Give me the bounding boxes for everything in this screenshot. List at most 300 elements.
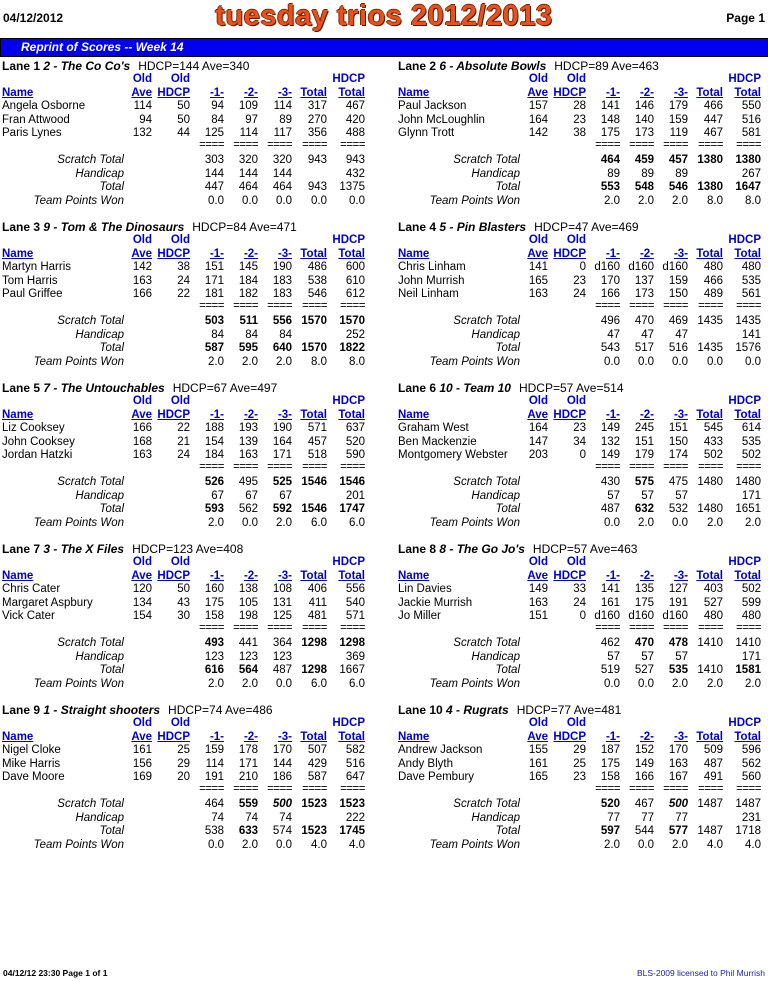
handicap-value: 74 bbox=[211, 811, 224, 824]
player-score: 163 bbox=[238, 449, 258, 461]
handicap-value: 77 bbox=[607, 811, 620, 824]
total-value: 527 bbox=[634, 664, 654, 676]
player-score: 171 bbox=[272, 449, 292, 461]
lane-title bbox=[398, 59, 659, 73]
scratch-label: Scratch Total bbox=[453, 476, 520, 488]
player-score: d160 bbox=[594, 610, 620, 622]
total-value: 1718 bbox=[735, 825, 761, 837]
player-name: Dave Moore bbox=[2, 771, 65, 783]
scratch-value: 1410 bbox=[697, 637, 723, 649]
player-score: 117 bbox=[273, 127, 292, 139]
player-score: 203 bbox=[528, 449, 548, 461]
handicap-row bbox=[398, 651, 768, 664]
player-name: Graham West bbox=[398, 422, 469, 434]
total-value: 592 bbox=[272, 503, 292, 515]
g1-header: -1- bbox=[605, 86, 620, 99]
player-score: 84 bbox=[211, 113, 224, 126]
ave-header: Ave bbox=[131, 408, 152, 421]
scratch-value: 943 bbox=[345, 154, 365, 166]
g2-header: -2- bbox=[639, 247, 654, 260]
player-score: 164 bbox=[272, 435, 292, 448]
team-name: 7 - The Untouchables bbox=[43, 381, 165, 395]
total-header: Total bbox=[696, 569, 723, 582]
old-hdcp-label: Old bbox=[566, 556, 586, 568]
old-hdcp-label: Old bbox=[566, 73, 586, 85]
total-value: 597 bbox=[600, 825, 620, 837]
old-ave-label: Old bbox=[132, 234, 152, 246]
old-hdcp-label: Old bbox=[566, 395, 586, 407]
hdcp-header: HDCP bbox=[553, 730, 586, 743]
player-name: Mike Harris bbox=[2, 757, 61, 770]
separator-row bbox=[398, 139, 768, 152]
handicap-row bbox=[2, 329, 382, 342]
player-score: 245 bbox=[634, 422, 654, 434]
player-score: 166 bbox=[132, 288, 152, 300]
points-value: 0.0 bbox=[672, 516, 688, 529]
player-score: 22 bbox=[177, 422, 190, 434]
player-name: John Murrish bbox=[398, 274, 465, 287]
old-ave-label: Old bbox=[528, 73, 548, 85]
handicap-value: 77 bbox=[641, 811, 654, 824]
player-score: 22 bbox=[177, 288, 190, 300]
separator: ==== bbox=[698, 299, 723, 312]
player-row bbox=[398, 583, 768, 596]
player-score: d160 bbox=[628, 261, 654, 273]
player-score: 433 bbox=[703, 435, 723, 448]
player-score: 179 bbox=[634, 449, 654, 461]
player-score: 114 bbox=[239, 127, 258, 139]
team-name: 5 - Pin Blasters bbox=[439, 220, 527, 234]
hdcp-total-top-label: HDCP bbox=[332, 717, 365, 729]
scratch-value: 526 bbox=[204, 476, 224, 488]
separator: ==== bbox=[233, 460, 258, 473]
player-score: 170 bbox=[668, 744, 688, 756]
total-value: 633 bbox=[238, 825, 258, 837]
player-score: 21 bbox=[177, 435, 190, 448]
player-score: 165 bbox=[528, 771, 548, 783]
total-value: 1546 bbox=[301, 503, 327, 515]
lane-number: Lane 6 bbox=[398, 381, 437, 395]
separator-row bbox=[2, 461, 382, 474]
player-score: 149 bbox=[600, 449, 620, 461]
total-value: 574 bbox=[272, 825, 292, 837]
player-score: 151 bbox=[528, 610, 548, 622]
handicap-row bbox=[398, 168, 768, 181]
scratch-label: Scratch Total bbox=[57, 154, 124, 166]
player-name: John McLoughlin bbox=[398, 113, 485, 126]
player-score: 480 bbox=[703, 261, 723, 273]
page-number: Page 1 bbox=[726, 11, 765, 25]
player-score: 502 bbox=[741, 449, 761, 461]
points-row bbox=[398, 356, 768, 369]
hdcp-total-top-label: HDCP bbox=[332, 234, 365, 246]
player-score: 151 bbox=[204, 261, 224, 273]
scratch-value: 525 bbox=[272, 476, 292, 488]
total-value: 564 bbox=[238, 664, 258, 676]
scratch-row bbox=[398, 476, 768, 489]
player-score: 183 bbox=[272, 288, 292, 300]
player-score: 152 bbox=[634, 744, 654, 756]
hdcp-total-top-label: HDCP bbox=[728, 73, 761, 85]
team-handicap-average: HDCP=57 Ave=463 bbox=[532, 542, 638, 556]
handicap-row bbox=[2, 651, 382, 664]
separator: ==== bbox=[302, 782, 327, 795]
player-score: 23 bbox=[573, 113, 586, 126]
hdcp-header: HDCP bbox=[553, 408, 586, 421]
handicap-value: 201 bbox=[345, 489, 365, 502]
total-row bbox=[2, 503, 382, 516]
old-ave-label: Old bbox=[132, 717, 152, 729]
total-value: 593 bbox=[204, 503, 224, 515]
player-score: 502 bbox=[741, 583, 761, 595]
lane-title bbox=[398, 542, 637, 556]
player-score: 94 bbox=[139, 113, 152, 126]
scratch-label: Scratch Total bbox=[453, 315, 520, 327]
player-score: 156 bbox=[132, 757, 152, 770]
player-score: 191 bbox=[204, 771, 224, 783]
name-header: Name bbox=[398, 730, 430, 743]
player-score: 487 bbox=[703, 757, 723, 770]
points-value: 0.0 bbox=[638, 355, 654, 368]
player-score: 159 bbox=[204, 744, 224, 756]
old-hdcp-label: Old bbox=[170, 73, 190, 85]
hdcpTotal-header: Total bbox=[338, 408, 365, 421]
player-score: 186 bbox=[272, 771, 292, 783]
total-value: 1651 bbox=[735, 503, 761, 515]
player-score: 163 bbox=[132, 274, 152, 287]
name-header: Name bbox=[398, 86, 430, 99]
player-score: 590 bbox=[345, 449, 365, 461]
scratch-value: 1523 bbox=[301, 798, 327, 810]
total-label: Total bbox=[99, 503, 124, 515]
points-value: 8.0 bbox=[349, 355, 365, 368]
player-score: 191 bbox=[668, 596, 688, 609]
team-name: 1 - Straight shooters bbox=[43, 703, 161, 717]
player-score: 581 bbox=[741, 127, 761, 139]
player-name: Lin Davies bbox=[398, 583, 452, 595]
ave-header: Ave bbox=[131, 247, 152, 260]
player-score: 184 bbox=[238, 274, 258, 287]
team-name: 6 - Absolute Bowls bbox=[439, 59, 547, 73]
scratch-value: 1480 bbox=[735, 476, 761, 488]
player-score: 466 bbox=[703, 274, 723, 287]
player-score: 562 bbox=[741, 757, 761, 770]
separator: ==== bbox=[199, 138, 224, 151]
total-label: Total bbox=[99, 342, 124, 354]
player-score: 132 bbox=[600, 435, 620, 448]
total-value: 577 bbox=[668, 825, 688, 837]
separator-row bbox=[2, 783, 382, 796]
scratch-value: 1487 bbox=[697, 798, 723, 810]
player-score: 24 bbox=[573, 596, 586, 609]
handicap-label: Handicap bbox=[75, 489, 124, 502]
name-header: Name bbox=[2, 730, 34, 743]
total-value: 1410 bbox=[697, 664, 723, 676]
player-score: 502 bbox=[703, 449, 723, 461]
player-score: 489 bbox=[703, 288, 723, 300]
separator: ==== bbox=[663, 782, 688, 795]
column-header-top bbox=[398, 717, 768, 730]
points-value: 6.0 bbox=[349, 677, 365, 690]
player-score: 97 bbox=[245, 113, 258, 126]
player-row bbox=[2, 597, 382, 610]
player-score: 190 bbox=[272, 422, 292, 434]
player-score: 164 bbox=[528, 113, 548, 126]
player-score: 38 bbox=[177, 261, 190, 273]
player-name: Angela Osborne bbox=[2, 100, 86, 112]
player-score: 356 bbox=[307, 127, 327, 139]
hdcpTotal-header: Total bbox=[338, 86, 365, 99]
handicap-value: 171 bbox=[741, 489, 761, 502]
total-value: 616 bbox=[204, 664, 224, 676]
handicap-label: Handicap bbox=[75, 650, 124, 663]
scratch-value: 556 bbox=[272, 315, 292, 327]
player-score: 0 bbox=[579, 449, 586, 461]
scratch-row bbox=[398, 798, 768, 811]
handicap-value: 57 bbox=[641, 650, 654, 663]
team-name: 9 - Tom & The Dinosaurs bbox=[43, 220, 185, 234]
points-label: Team Points Won bbox=[33, 355, 124, 368]
column-header-top bbox=[2, 717, 382, 730]
ave-header: Ave bbox=[527, 86, 548, 99]
player-name: Chris Linham bbox=[398, 261, 466, 273]
column-header-top bbox=[398, 73, 768, 86]
handicap-row bbox=[2, 812, 382, 825]
player-score: 20 bbox=[177, 771, 190, 783]
separator: ==== bbox=[340, 138, 365, 151]
handicap-value: 144 bbox=[204, 167, 224, 180]
points-label: Team Points Won bbox=[429, 355, 520, 368]
player-score: 23 bbox=[573, 771, 586, 783]
player-score: 406 bbox=[307, 583, 327, 595]
separator: ==== bbox=[267, 782, 292, 795]
name-header: Name bbox=[2, 86, 34, 99]
player-score: 166 bbox=[132, 422, 152, 434]
g1-header: -1- bbox=[605, 408, 620, 421]
total-value: 595 bbox=[238, 342, 258, 354]
scratch-row bbox=[2, 476, 382, 489]
handicap-row bbox=[398, 490, 768, 503]
player-score: 114 bbox=[273, 100, 292, 112]
player-score: 560 bbox=[741, 771, 761, 783]
total-value: 1747 bbox=[339, 503, 365, 515]
separator: ==== bbox=[629, 138, 654, 151]
points-value: 4.0 bbox=[349, 838, 365, 851]
player-score: 545 bbox=[703, 422, 723, 434]
points-value: 0.0 bbox=[276, 194, 292, 207]
g3-header: -3- bbox=[277, 86, 292, 99]
player-name: Montgomery Webster bbox=[398, 449, 508, 461]
total-value: 1380 bbox=[697, 181, 723, 193]
player-score: 149 bbox=[634, 757, 654, 770]
total-value: 548 bbox=[634, 181, 654, 193]
scratch-value: 475 bbox=[668, 476, 688, 488]
player-score: 481 bbox=[307, 610, 327, 622]
points-value: 0.0 bbox=[638, 838, 654, 851]
column-header bbox=[2, 409, 382, 422]
separator: ==== bbox=[629, 782, 654, 795]
total-value: 464 bbox=[272, 181, 292, 193]
scratch-value: 303 bbox=[204, 154, 224, 166]
column-header bbox=[2, 731, 382, 744]
points-value: 2.0 bbox=[672, 194, 688, 207]
g1-header: -1- bbox=[209, 247, 224, 260]
handicap-value: 144 bbox=[272, 167, 292, 180]
player-row bbox=[2, 436, 382, 449]
player-score: 491 bbox=[703, 771, 723, 783]
lane-number: Lane 3 bbox=[2, 220, 41, 234]
player-score: 183 bbox=[272, 274, 292, 287]
points-value: 2.0 bbox=[638, 516, 654, 529]
separator: ==== bbox=[736, 782, 761, 795]
points-value: 2.0 bbox=[707, 516, 723, 529]
column-header bbox=[2, 248, 382, 261]
handicap-value: 89 bbox=[641, 167, 654, 180]
player-name: Nigel Cloke bbox=[2, 744, 61, 756]
player-score: 210 bbox=[238, 771, 258, 783]
player-score: 411 bbox=[308, 596, 327, 609]
scratch-value: 464 bbox=[204, 798, 224, 810]
separator: ==== bbox=[595, 138, 620, 151]
scratch-value: 464 bbox=[600, 154, 620, 166]
team-handicap-average: HDCP=84 Ave=471 bbox=[192, 220, 297, 234]
old-ave-label: Old bbox=[132, 395, 152, 407]
handicap-value: 67 bbox=[211, 489, 224, 502]
g3-header: -3- bbox=[673, 408, 688, 421]
scratch-value: 1523 bbox=[339, 798, 365, 810]
g1-header: -1- bbox=[209, 86, 224, 99]
handicap-value: 57 bbox=[607, 489, 620, 502]
points-value: 6.0 bbox=[311, 516, 327, 529]
hdcp-total-top-label: HDCP bbox=[728, 234, 761, 246]
name-header: Name bbox=[2, 569, 34, 582]
total-value: 516 bbox=[668, 342, 688, 354]
player-row bbox=[398, 744, 768, 757]
old-ave-label: Old bbox=[528, 717, 548, 729]
handicap-value: 57 bbox=[607, 650, 620, 663]
points-value: 0.0 bbox=[604, 355, 620, 368]
lane-number: Lane 1 bbox=[2, 59, 41, 73]
player-score: 0 bbox=[579, 610, 586, 622]
points-value: 2.0 bbox=[276, 516, 292, 529]
old-ave-label: Old bbox=[528, 395, 548, 407]
player-row bbox=[398, 597, 768, 610]
player-score: 166 bbox=[600, 288, 620, 300]
g3-header: -3- bbox=[673, 86, 688, 99]
total-value: 1523 bbox=[301, 825, 327, 837]
scratch-value: 1546 bbox=[301, 476, 327, 488]
lane-number: Lane 10 bbox=[398, 703, 443, 717]
total-value: 517 bbox=[634, 342, 654, 354]
handicap-value: 89 bbox=[675, 167, 688, 180]
total-value: 1822 bbox=[339, 342, 365, 354]
total-value: 562 bbox=[238, 503, 258, 515]
g2-header: -2- bbox=[243, 730, 258, 743]
player-row bbox=[398, 261, 768, 274]
player-score: 29 bbox=[573, 744, 586, 756]
g1-header: -1- bbox=[605, 730, 620, 743]
hdcpTotal-header: Total bbox=[338, 247, 365, 260]
lane-number: Lane 8 bbox=[398, 542, 437, 556]
points-label: Team Points Won bbox=[429, 516, 520, 529]
scratch-value: 320 bbox=[238, 154, 258, 166]
separator: ==== bbox=[199, 460, 224, 473]
total-value: 1570 bbox=[301, 342, 327, 354]
g3-header: -3- bbox=[673, 730, 688, 743]
hdcp-header: HDCP bbox=[157, 730, 190, 743]
column-header-top bbox=[2, 395, 382, 408]
total-value: 632 bbox=[634, 503, 654, 515]
player-score: 169 bbox=[132, 771, 152, 783]
column-header bbox=[398, 409, 768, 422]
points-value: 2.0 bbox=[242, 838, 258, 851]
ave-header: Ave bbox=[131, 569, 152, 582]
player-score: 587 bbox=[307, 771, 327, 783]
team-handicap-average: HDCP=67 Ave=497 bbox=[172, 381, 278, 395]
total-value: 543 bbox=[600, 342, 620, 354]
player-score: 141 bbox=[528, 261, 548, 273]
player-score: 181 bbox=[204, 288, 224, 300]
ave-header: Ave bbox=[131, 86, 152, 99]
player-name: Andy Blyth bbox=[398, 757, 453, 770]
total-value: 640 bbox=[272, 342, 292, 354]
total-row bbox=[398, 181, 768, 194]
player-score: 161 bbox=[132, 744, 152, 756]
player-score: 535 bbox=[741, 435, 761, 448]
player-score: 610 bbox=[345, 274, 365, 287]
player-score: 50 bbox=[177, 113, 190, 126]
player-score: 159 bbox=[668, 274, 688, 287]
lane-title bbox=[2, 381, 277, 395]
player-score: 188 bbox=[204, 422, 224, 434]
scratch-value: 493 bbox=[204, 637, 224, 649]
player-score: 30 bbox=[177, 610, 190, 622]
total-value: 943 bbox=[307, 181, 327, 193]
handicap-label: Handicap bbox=[471, 489, 520, 502]
total-value: 544 bbox=[634, 825, 654, 837]
total-header: Total bbox=[300, 247, 327, 260]
lane-number: Lane 7 bbox=[2, 542, 41, 556]
points-value: 2.0 bbox=[672, 677, 688, 690]
points-value: 4.0 bbox=[707, 838, 723, 851]
total-label: Total bbox=[99, 664, 124, 676]
ave-header: Ave bbox=[527, 730, 548, 743]
handicap-value: 77 bbox=[675, 811, 688, 824]
handicap-value: 57 bbox=[675, 650, 688, 663]
player-score: 154 bbox=[132, 610, 152, 622]
player-score: 24 bbox=[573, 288, 586, 300]
player-score: 163 bbox=[668, 757, 688, 770]
g1-header: -1- bbox=[605, 247, 620, 260]
points-row bbox=[2, 839, 382, 852]
column-header bbox=[398, 87, 768, 100]
player-score: 141 bbox=[600, 583, 620, 595]
scratch-label: Scratch Total bbox=[453, 798, 520, 810]
points-value: 0.0 bbox=[604, 516, 620, 529]
player-score: 43 bbox=[177, 596, 190, 609]
separator: ==== bbox=[233, 621, 258, 634]
total-value: 1298 bbox=[301, 664, 327, 676]
player-score: 137 bbox=[634, 274, 654, 287]
player-score: 157 bbox=[528, 100, 548, 112]
scratch-row bbox=[398, 637, 768, 650]
separator: ==== bbox=[340, 621, 365, 634]
player-row bbox=[2, 758, 382, 771]
points-value: 2.0 bbox=[208, 355, 224, 368]
handicap-value: 57 bbox=[675, 489, 688, 502]
handicap-value: 144 bbox=[238, 167, 258, 180]
points-value: 0.0 bbox=[242, 194, 258, 207]
